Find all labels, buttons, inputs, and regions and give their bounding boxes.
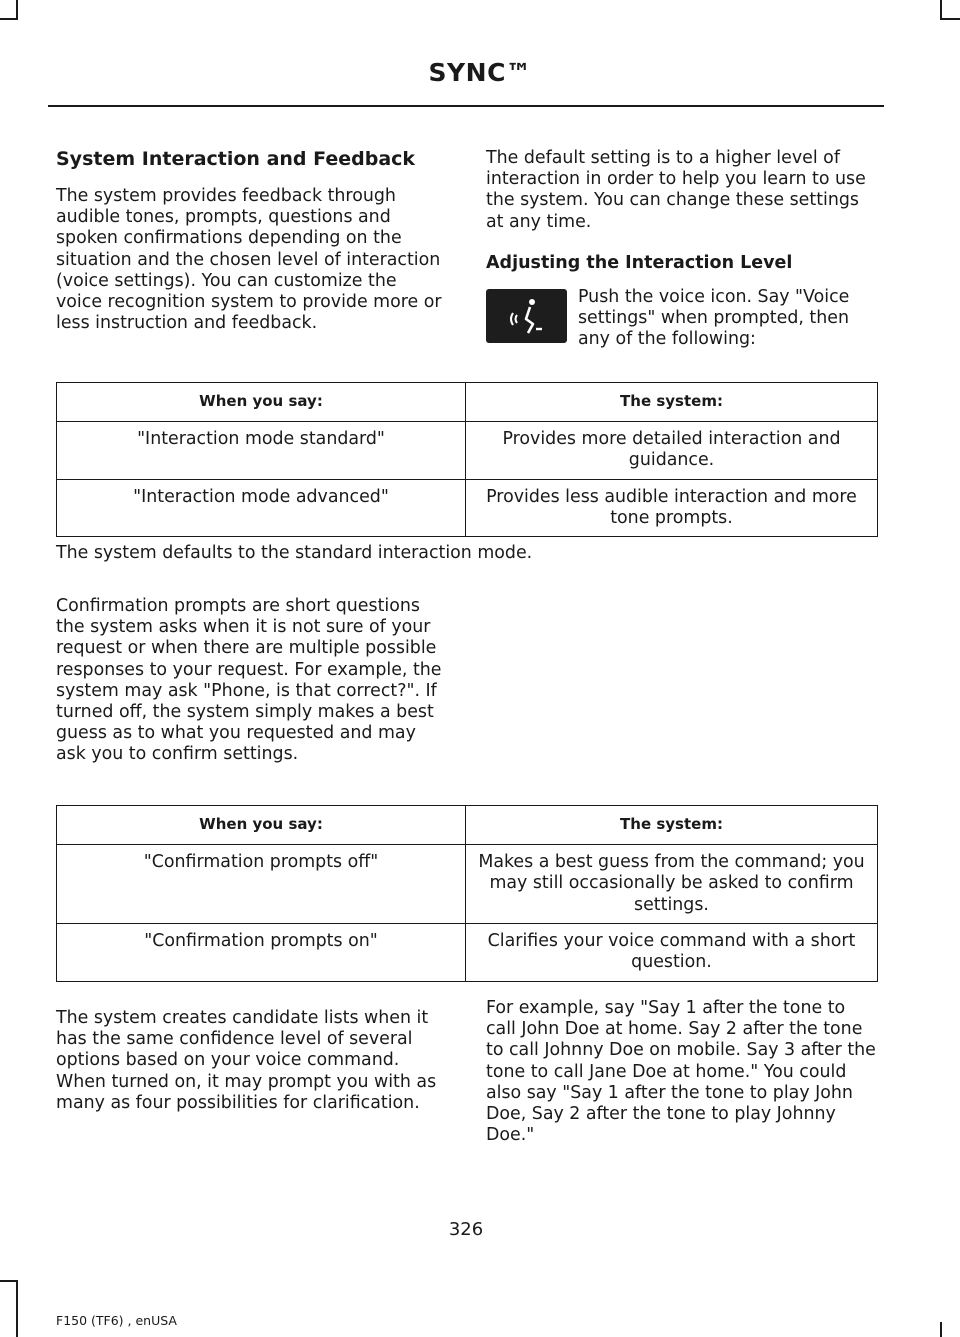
voice-icon-text: Push the voice icon. Say "Voice settings" when prompted, then any of the following:: [578, 287, 850, 350]
candidate-lists-paragraph: The system creates candidate lists when it has the same confidence level of several options based on your voice command. When turned on, it may prompt you with as many as four possibilities for clarification.: [56, 1008, 437, 1113]
section-heading: System Interaction and Feedback: [56, 148, 416, 170]
voice-command-cell: "Interaction mode standard": [57, 422, 466, 479]
page-number: 326: [448, 1219, 484, 1240]
crop-mark: [940, 1322, 942, 1337]
section-title: SYNC™: [428, 58, 532, 87]
defaults-note: The system defaults to the standard interaction mode.: [56, 543, 533, 563]
system-response-cell: Provides more detailed interaction and guidance.: [466, 422, 878, 479]
table-row: [57, 924, 878, 981]
system-response-cell: Provides less audible interaction and more tone prompts.: [466, 479, 878, 536]
column-header-the-system: The system:: [466, 806, 878, 845]
defaults-note-block: [56, 543, 756, 564]
example-block: [486, 998, 880, 1146]
confirmation-prompts-table: [56, 805, 878, 982]
document-code: F150 (TF6) , enUSA: [56, 1313, 177, 1328]
crop-mark: [0, 18, 18, 20]
candidate-lists-block: [56, 1008, 448, 1114]
crop-mark: [940, 0, 942, 20]
crop-mark: [0, 1280, 18, 1282]
column-header-when-you-say: When you say:: [57, 806, 466, 845]
crop-mark: [16, 1280, 18, 1337]
voice-command-cell: "Interaction mode advanced": [57, 479, 466, 536]
voice-icon-instruction: [578, 287, 878, 351]
intro-right-column: [486, 148, 880, 274]
crop-mark: [940, 18, 960, 20]
intro-left-column: [56, 147, 448, 334]
subsection-heading: Adjusting the Interaction Level: [486, 252, 793, 273]
table-row: [57, 845, 878, 924]
header-divider: [48, 105, 884, 107]
table-header-row: [57, 806, 878, 845]
table-row: [57, 422, 878, 479]
voice-icon: [486, 289, 567, 343]
confirmation-paragraph: Confirmation prompts are short questions the system asks when it is not sure of your request or when there are multiple possible responses to your request. For example, the system may ask "Phone, is that correct?". If turned off, the system simply makes a best guess as to what you requested and may ask you to confirm settings.: [56, 596, 442, 765]
voice-command-cell: "Confirmation prompts on": [57, 924, 466, 981]
voice-command-cell: "Confirmation prompts off": [57, 845, 466, 924]
crop-mark: [16, 0, 18, 20]
interaction-level-table: [56, 382, 878, 537]
column-header-when-you-say: When you say:: [57, 383, 466, 422]
table-header-row: [57, 383, 878, 422]
system-response-cell: Makes a best guess from the command; you may still occasionally be asked to confirm settings.: [466, 845, 878, 924]
intro-paragraph: The system provides feedback through audible tones, prompts, questions and spoken confirmations depending on the situation and the chosen level of interaction (voice settings). You can customize the voice recognition system to provide more or less instruction and feedback.: [56, 186, 442, 334]
default-setting-paragraph: The default setting is to a higher level of interaction in order to help you learn to use the system. You can change these settings at any time.: [486, 148, 866, 232]
table-row: [57, 479, 878, 536]
column-header-the-system: The system:: [466, 383, 878, 422]
voice-icon-glyph: [486, 289, 567, 343]
confirmation-block: [56, 596, 448, 766]
system-response-cell: Clarifies your voice command with a short question.: [466, 924, 878, 981]
example-paragraph: For example, say "Say 1 after the tone to call John Doe at home. Say 2 after the tone to call Johnny Doe on mobile. Say 3 after the tone to call Jane Doe at home." You could also say "Say 1 after the tone to play John Doe, Say 2 after the tone to play Johnny Doe.": [486, 998, 876, 1146]
